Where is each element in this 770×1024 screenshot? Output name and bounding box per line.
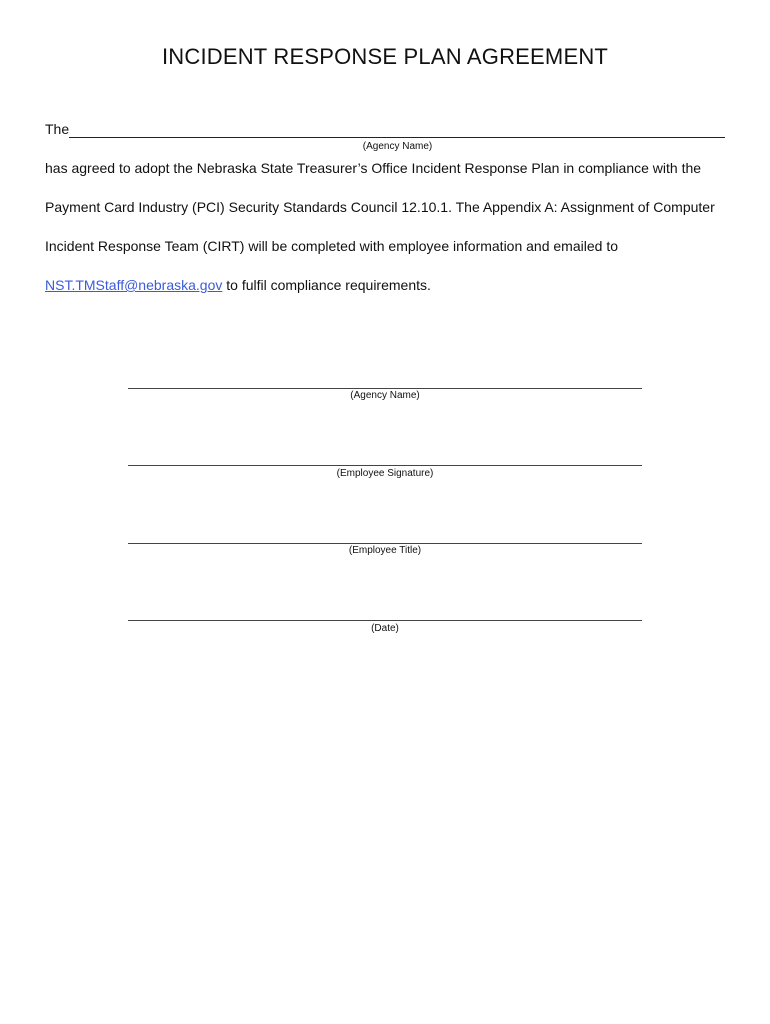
paragraph-line-3: Incident Response Team (CIRT) will be completed with employee information and emailed to — [45, 238, 618, 254]
email-link[interactable]: NST.TMStaff@nebraska.gov — [45, 277, 223, 293]
date-line[interactable] — [128, 620, 642, 621]
employee-title-caption: (Employee Title) — [348, 545, 422, 556]
intro-word: The — [45, 121, 70, 137]
agency-name-row — [45, 121, 725, 141]
employee-signature-line[interactable] — [128, 465, 642, 466]
date-caption: (Date) — [371, 623, 399, 634]
agency-signature-line[interactable] — [128, 388, 642, 389]
employee-signature-caption: (Employee Signature) — [336, 468, 434, 479]
page-title: INCIDENT RESPONSE PLAN AGREEMENT — [161, 44, 609, 69]
agency-signature-caption: (Agency Name) — [350, 390, 420, 401]
paragraph-line-4 — [45, 277, 735, 293]
agency-name-caption: (Agency Name) — [362, 141, 433, 152]
agency-name-field[interactable] — [69, 137, 725, 138]
paragraph-line-2: Payment Card Industry (PCI) Security Standards Council 12.10.1. The Appendix A: Assignment of Computer — [45, 199, 715, 215]
paragraph-line-1: has agreed to adopt the Nebraska State Treasurer’s Office Incident Response Plan in compliance with the — [45, 160, 702, 176]
paragraph-line-4-suffix: to fulfil compliance requirements. — [222, 277, 431, 293]
employee-title-line[interactable] — [128, 543, 642, 544]
